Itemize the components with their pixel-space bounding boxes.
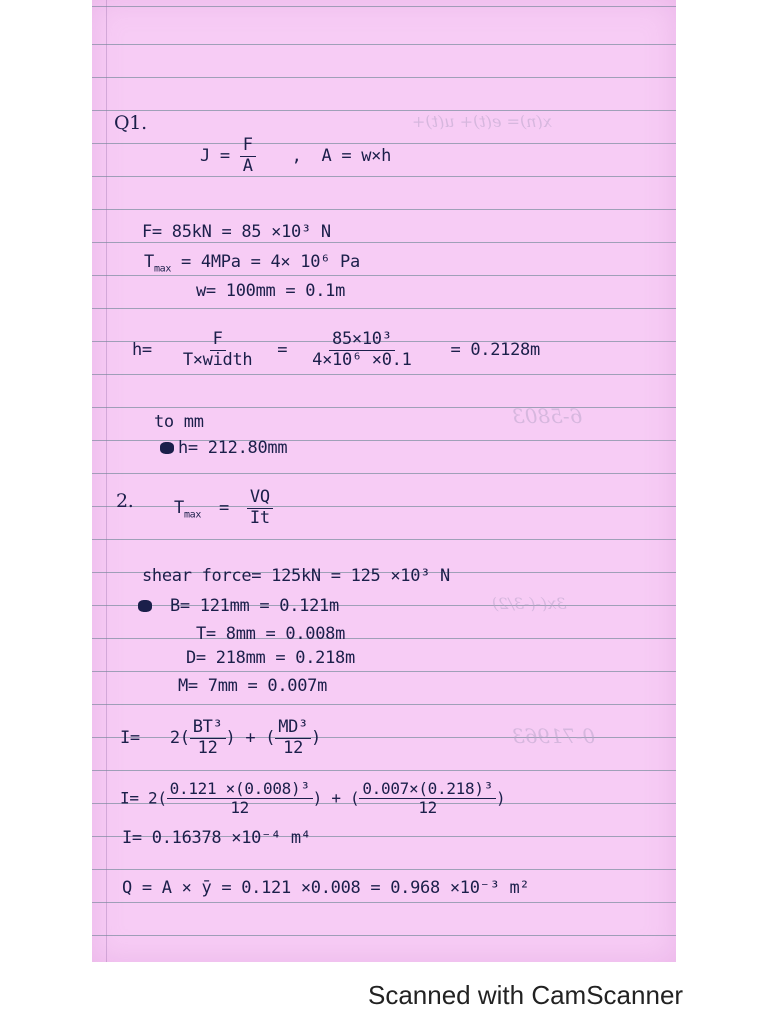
width-value: w= 100mm = 0.1m <box>196 281 346 301</box>
shear-stress-formula <box>174 488 273 528</box>
bleed-through-3: 0-71963 <box>512 724 596 748</box>
inertia-substitution-fraction-1 <box>167 780 313 818</box>
inertia-formula-mid: ) + ( <box>225 728 276 749</box>
height-fraction-2 <box>309 330 414 370</box>
shear-stress-denominator: It <box>249 507 270 528</box>
stress-formula-numerator: F <box>240 136 256 157</box>
inertia-fraction-2-den: 12 <box>283 737 304 758</box>
inertia-formula-lhs: I= <box>120 728 140 749</box>
inertia-fraction-1-num: BT³ <box>190 718 226 739</box>
crossed-out-scribble <box>160 442 174 454</box>
height-fraction-1 <box>180 330 256 370</box>
bleed-through-4: 3x(-(-3/2) <box>492 594 567 613</box>
formula-separator: , <box>291 146 302 167</box>
max-stress-rest: = 4MPa = 4× 10⁶ Pa <box>181 252 360 272</box>
inertia-result: I= 0.16378 ×10⁻⁴ m⁴ <box>122 828 311 848</box>
inertia-formula-close: ) <box>311 728 321 749</box>
dimension-m: M= 7mm = 0.007m <box>178 676 328 696</box>
height-mm-text: h= 212.80mm <box>178 438 288 458</box>
inertia-formula <box>120 718 321 758</box>
shear-force-value: shear force= 125kN = 125 ×10³ N <box>142 566 450 586</box>
max-stress-subscript: max <box>153 263 172 275</box>
height-fraction-1-den: T×width <box>182 349 253 370</box>
dimension-b <box>138 596 339 616</box>
inertia-substitution-lhs: I= 2( <box>120 788 167 808</box>
camscanner-footer: Scanned with CamScanner <box>368 980 684 1010</box>
inertia-substitution-fraction-1-den: 12 <box>230 798 249 818</box>
shear-stress-equals: = <box>219 498 229 519</box>
to-mm-label: to mm <box>154 412 204 432</box>
height-fraction-1-num: F <box>210 330 226 351</box>
shear-stress-subscript: max <box>183 509 202 521</box>
height-equals: = <box>277 340 288 361</box>
inertia-substitution-fraction-2 <box>359 780 496 818</box>
max-stress-value <box>144 252 360 274</box>
shear-stress-symbol: T <box>174 498 184 519</box>
force-value: F= 85kN = 85 ×10³ N <box>142 222 331 242</box>
inertia-substitution-fraction-2-num: 0.007×(0.218)³ <box>359 780 496 799</box>
question-1-label: Q1. <box>114 112 147 134</box>
height-lhs: h= <box>132 340 152 361</box>
bleed-through-1: x(n)= e(t)+ u(t)+ <box>412 112 552 131</box>
margin-line <box>106 0 107 962</box>
inertia-fraction-1-den: 12 <box>197 737 218 758</box>
max-stress-symbol: T <box>144 252 154 272</box>
question-2-label: 2. <box>116 490 134 512</box>
height-fraction-2-num: 85×10³ <box>329 330 395 351</box>
notebook-page <box>92 0 676 962</box>
stress-formula-fraction <box>240 136 256 176</box>
inertia-substitution-fraction-1-num: 0.121 ×(0.008)³ <box>167 780 313 799</box>
dimension-b-text: B= 121mm = 0.121m <box>170 596 339 616</box>
crossed-out-scribble-2 <box>138 600 152 612</box>
inertia-fraction-1 <box>190 718 226 758</box>
bleed-through-2: 6-5803 <box>512 404 583 428</box>
stress-formula-lhs: J = <box>200 146 230 167</box>
dimension-d: D= 218mm = 0.218m <box>186 648 355 668</box>
inertia-fraction-2 <box>275 718 311 758</box>
dimension-t: T= 8mm = 0.008m <box>196 624 346 644</box>
stress-formula-denominator: A <box>242 155 253 176</box>
shear-stress-fraction <box>247 488 273 528</box>
stress-formula <box>200 136 391 176</box>
height-mm-value <box>160 438 287 458</box>
inertia-substitution <box>120 780 505 818</box>
inertia-substitution-fraction-2-den: 12 <box>418 798 438 818</box>
height-result: = 0.2128m <box>450 340 540 361</box>
inertia-substitution-mid: ) + ( <box>312 788 360 808</box>
inertia-substitution-close: ) <box>496 788 506 808</box>
inertia-fraction-2-num: MD³ <box>275 718 311 739</box>
inertia-formula-open: 2( <box>169 728 190 749</box>
shear-stress-numerator: VQ <box>247 488 273 509</box>
first-moment-q: Q = A × ȳ = 0.121 ×0.008 = 0.968 ×10⁻³ m² <box>122 878 530 898</box>
height-calculation <box>132 330 540 370</box>
area-formula: A = w×h <box>321 146 392 167</box>
height-fraction-2-den: 4×10⁶ ×0.1 <box>312 349 412 370</box>
